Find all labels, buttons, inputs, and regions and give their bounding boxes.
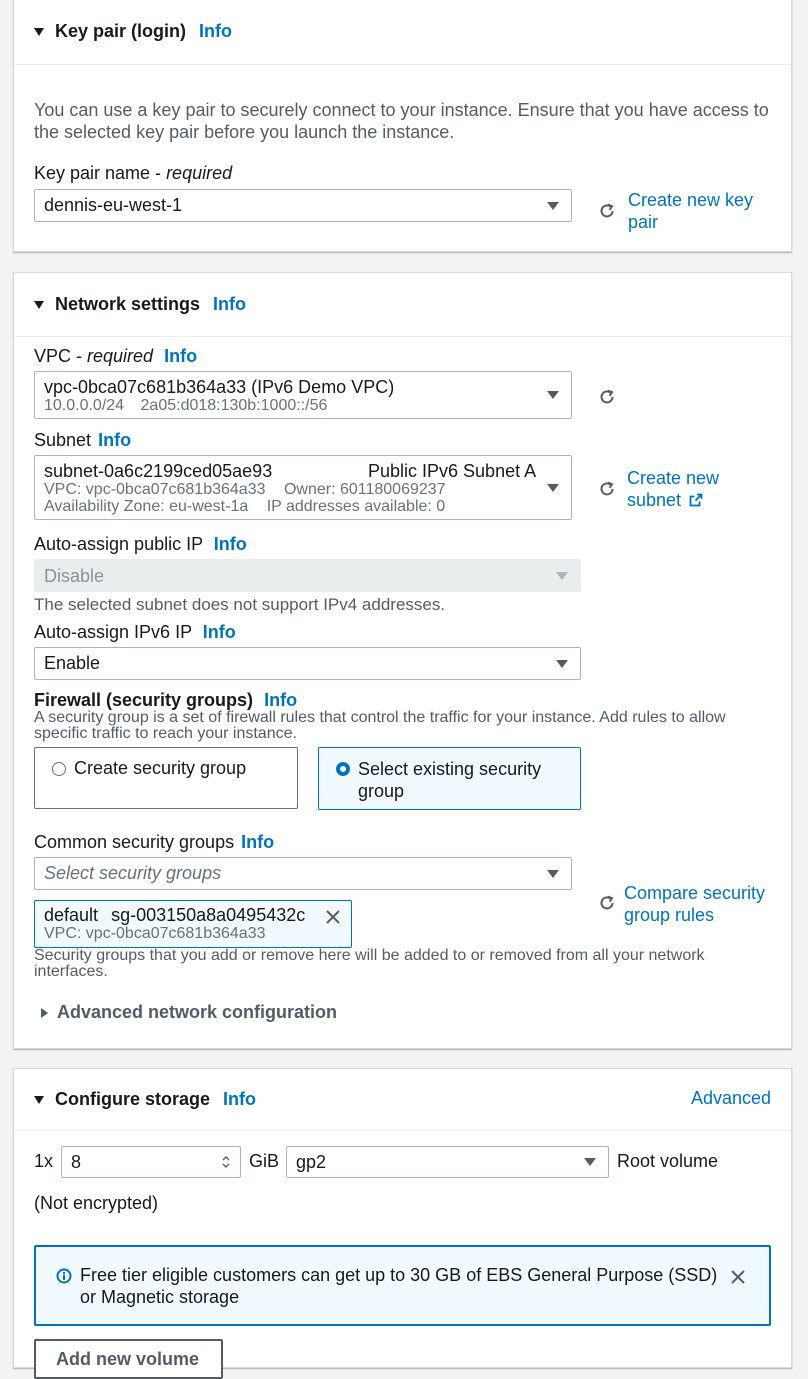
chevron-down-icon (547, 202, 559, 210)
auto-ip-info-link[interactable]: Info (213, 534, 247, 554)
chevron-down-icon (547, 391, 559, 399)
advanced-network-toggle[interactable] (41, 1002, 337, 1023)
chevron-down-icon (556, 572, 568, 580)
create-subnet-link[interactable] (627, 467, 719, 511)
subnet-owner: Owner: 601180069237 (283, 481, 446, 498)
compare-line2: group rules (624, 905, 715, 925)
subnet-vpc: VPC: vpc-0bca07c681b364a33 (44, 481, 266, 498)
firewall-label-text: Firewall (security groups) (34, 690, 254, 710)
network-info-link[interactable]: Info (213, 294, 247, 314)
volume-size-value: 8 (71, 1152, 82, 1172)
network-title: Network settings (55, 294, 201, 314)
encryption-status: (Not encrypted) (34, 1193, 159, 1213)
refresh-icon[interactable] (598, 202, 616, 220)
free-tier-alert (34, 1245, 771, 1326)
common-sg-label (34, 832, 274, 853)
storage-title: Configure storage (55, 1089, 211, 1109)
external-link-icon (689, 493, 703, 507)
caret-down-icon[interactable] (34, 301, 44, 309)
volume-type-value: gp2 (296, 1152, 327, 1172)
key-pair-info-link[interactable]: Info (199, 21, 233, 41)
token-main-line (44, 905, 351, 925)
common-sg-label-text: Common security groups (34, 832, 235, 852)
storage-advanced-link[interactable]: Advanced (690, 1088, 771, 1108)
token-vpc: VPC: vpc-0bca07c681b364a33 (44, 925, 266, 942)
auto-ipv6-label (34, 622, 236, 643)
subnet-label (34, 430, 131, 451)
subnet-name: Public IPv6 Subnet A (368, 461, 537, 481)
subnet-meta-line2 (44, 498, 571, 515)
select-existing-line2: group (358, 781, 405, 801)
radio-unselected[interactable] (52, 762, 66, 776)
volume-count: 1x (34, 1151, 54, 1171)
auto-ipv6-select[interactable] (34, 647, 581, 680)
volume-unit: GiB (249, 1151, 280, 1171)
advanced-network-label: Advanced network configuration (57, 1002, 338, 1022)
auto-ipv6-value: Enable (44, 653, 101, 673)
select-existing-label (358, 758, 541, 802)
select-existing-security-group-option[interactable] (318, 747, 581, 810)
network-header[interactable] (14, 273, 791, 337)
subnet-select[interactable] (34, 455, 572, 520)
caret-down-icon[interactable] (34, 28, 44, 36)
select-existing-line1: Select existing security (358, 759, 542, 779)
auto-ip-label-text: Auto-assign public IP (34, 534, 203, 554)
auto-ip-select (34, 559, 581, 592)
refresh-icon[interactable] (598, 388, 616, 406)
compare-security-group-rules-link[interactable] (624, 882, 765, 926)
token-name: default (44, 905, 99, 925)
caret-right-icon (41, 1008, 48, 1018)
chevron-down-icon (547, 870, 559, 878)
radio-selected[interactable] (336, 762, 350, 776)
chevron-down-icon (547, 484, 559, 492)
close-icon[interactable] (731, 1270, 745, 1284)
key-pair-header[interactable] (14, 0, 791, 65)
compare-line1: Compare security (624, 883, 766, 903)
auto-ipv6-label-text: Auto-assign IPv6 IP (34, 622, 192, 642)
common-sg-info-link[interactable]: Info (241, 832, 275, 852)
info-circle-icon (56, 1268, 72, 1284)
security-groups-placeholder: Select security groups (44, 863, 222, 883)
security-groups-select[interactable] (34, 857, 572, 890)
chevron-down-icon (556, 660, 568, 668)
token-id: sg-003150a8a0495432c (111, 905, 306, 925)
chevron-down-icon (584, 1158, 596, 1166)
security-group-token (34, 900, 352, 948)
firewall-description: A security group is a set of firewall rules that control the traffic for your instance. Add rules to allow specific traffic to reach your instance. (34, 709, 726, 742)
volume-size-input[interactable] (61, 1146, 241, 1178)
subnet-label-text: Subnet (34, 430, 92, 450)
vpc-cidrs (44, 397, 571, 415)
refresh-icon[interactable] (598, 480, 616, 498)
create-subnet-line2-text: subnet (627, 490, 682, 510)
key-pair-label (34, 163, 232, 184)
required-marker: required (87, 346, 154, 366)
close-icon[interactable] (326, 910, 340, 924)
subnet-ips: IP addresses available: 0 (266, 498, 446, 515)
required-marker: required (166, 163, 233, 183)
subnet-info-link[interactable]: Info (98, 430, 132, 450)
network-settings-panel (13, 272, 792, 1049)
create-security-group-option[interactable] (34, 747, 298, 809)
create-security-group-label: Create security group (74, 758, 247, 778)
key-pair-description: You can use a key pair to securely connect to your instance. Ensure that you have access to the selected key pair before you launch the instance. (34, 100, 769, 142)
create-subnet-line1: Create new (627, 468, 720, 488)
caret-down-icon[interactable] (34, 1096, 44, 1104)
refresh-icon[interactable] (598, 894, 616, 912)
subnet-az: Availability Zone: eu-west-1a (44, 498, 249, 515)
stepper-icon[interactable] (221, 1155, 231, 1169)
firewall-label (34, 690, 297, 711)
key-pair-title: Key pair (login) (55, 21, 187, 41)
security-groups-note: Security groups that you add or remove here will be added to or removed from all your network interfaces. (34, 947, 705, 980)
key-pair-panel (13, 0, 792, 252)
root-volume-label: Root volume (617, 1151, 719, 1171)
firewall-info-link[interactable]: Info (264, 690, 298, 710)
create-subnet-line2 (627, 489, 719, 511)
volume-type-select[interactable] (286, 1146, 609, 1178)
auto-ip-label (34, 534, 247, 555)
subnet-meta-line1 (44, 481, 571, 498)
create-key-pair-line1: Create new key (628, 190, 754, 210)
vpc-cidr-ipv4: 10.0.0.0/24 (44, 397, 125, 414)
storage-header[interactable] (14, 1069, 791, 1131)
vpc-value: vpc-0bca07c681b364a33 (IPv6 Demo VPC) (44, 377, 395, 397)
vpc-cidr-ipv6: 2a05:d018:130b:1000::/56 (140, 397, 328, 414)
vpc-select[interactable] (34, 371, 572, 419)
auto-ipv6-info-link[interactable]: Info (202, 622, 236, 642)
storage-info-link[interactable]: Info (223, 1089, 257, 1109)
free-tier-alert-text: Free tier eligible customers can get up to 30 GB of EBS General Purpose (SSD) or Magnetic storage (80, 1265, 718, 1307)
key-pair-value: dennis-eu-west-1 (44, 195, 183, 215)
auto-ip-value: Disable (44, 566, 105, 586)
subnet-id: subnet-0a6c2199ced05ae93 (44, 461, 273, 481)
create-key-pair-line2: pair (628, 212, 659, 232)
vpc-label (34, 346, 197, 367)
auto-ip-note: The selected subnet does not support IPv4 addresses. (34, 595, 446, 614)
create-key-pair-link[interactable] (628, 189, 753, 233)
add-new-volume-button[interactable] (34, 1339, 223, 1379)
vpc-label-text: VPC - (34, 346, 88, 366)
add-new-volume-label: Add new volume (56, 1349, 200, 1369)
key-pair-select[interactable] (34, 189, 572, 222)
vpc-info-link[interactable]: Info (164, 346, 198, 366)
subnet-main-line (44, 461, 571, 481)
configure-storage-panel (13, 1068, 792, 1368)
key-pair-label-text: Key pair name - (34, 163, 167, 183)
